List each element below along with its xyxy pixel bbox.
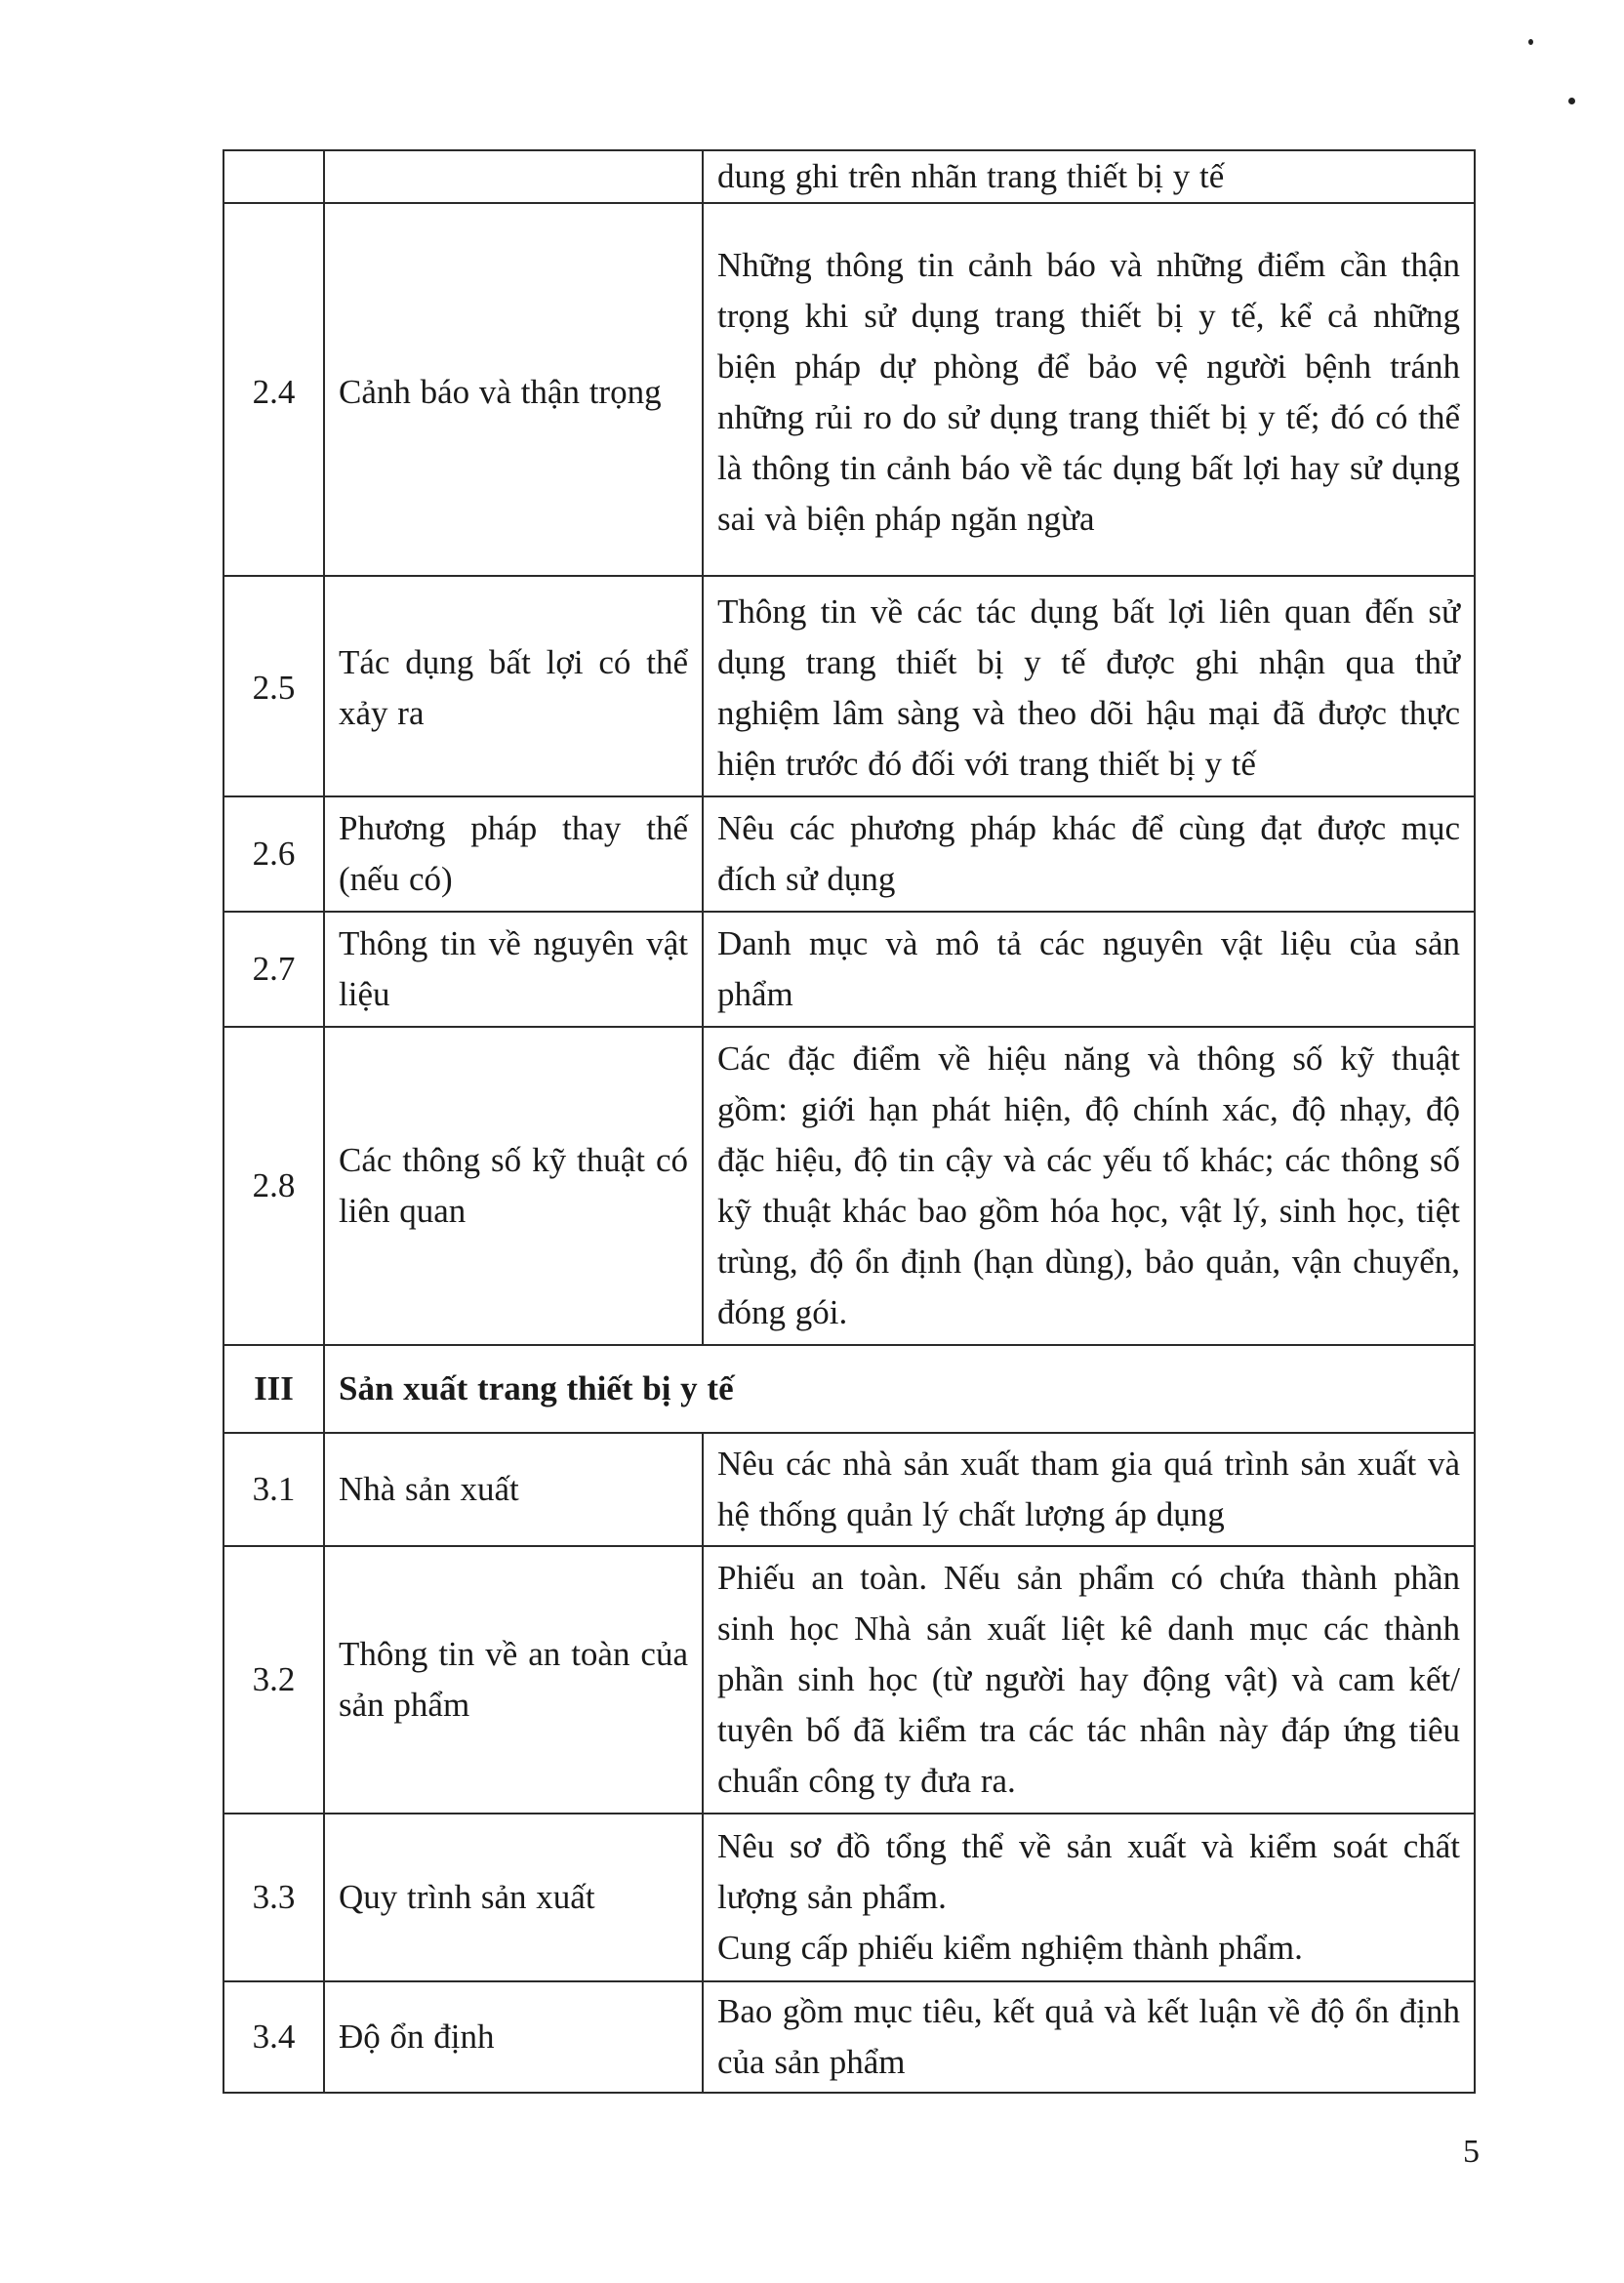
table-row	[223, 1027, 1475, 1345]
row-number	[223, 150, 324, 203]
row-number: 3.2	[223, 1546, 324, 1814]
row-number: 3.1	[223, 1433, 324, 1546]
row-label: Tác dụng bất lợi có thể xảy ra	[324, 576, 703, 796]
row-description: Thông tin về các tác dụng bất lợi liên quan đến sử dụng trang thiết bị y tế được ghi nhận qua thử nghiệm lâm sàng và theo dõi hậu mại đã được thực hiện trước đó đối với trang thiết bị y tế	[703, 576, 1475, 796]
row-number: 3.4	[223, 1981, 324, 2093]
section-header-row	[223, 1345, 1475, 1433]
row-description: Nêu các phương pháp khác để cùng đạt được mục đích sử dụng	[703, 796, 1475, 912]
row-label: Cảnh báo và thận trọng	[324, 203, 703, 576]
row-description-line: Nêu sơ đồ tổng thể về sản xuất và kiểm soát chất lượng sản phẩm.	[717, 1827, 1460, 1916]
row-label: Các thông số kỹ thuật có liên quan	[324, 1027, 703, 1345]
row-description: Bao gồm mục tiêu, kết quả và kết luận về độ ổn định của sản phẩm	[703, 1981, 1475, 2093]
table-row	[223, 203, 1475, 576]
row-description: Phiếu an toàn. Nếu sản phẩm có chứa thành phần sinh học Nhà sản xuất liệt kê danh mục các thành phần sinh học (từ người hay động vật) và cam kết/ tuyên bố đã kiểm tra các tác nhân này đáp ứng tiêu chuẩn công ty đưa ra.	[703, 1546, 1475, 1814]
row-label: Quy trình sản xuất	[324, 1814, 703, 1981]
table-row	[223, 1433, 1475, 1546]
page-number: 5	[1463, 2134, 1480, 2170]
row-label: Độ ổn định	[324, 1981, 703, 2093]
scan-speck	[1568, 98, 1575, 104]
section-number: III	[223, 1345, 324, 1433]
table-row	[223, 1814, 1475, 1981]
row-number: 2.8	[223, 1027, 324, 1345]
row-number: 2.6	[223, 796, 324, 912]
row-label: Phương pháp thay thế (nếu có)	[324, 796, 703, 912]
row-description: Những thông tin cảnh báo và những điểm cần thận trọng khi sử dụng trang thiết bị y tế, kể cả những biện pháp dự phòng để bảo vệ người bệnh tránh những rủi ro do sử dụng trang thiết bị y tế; đó có thể là thông tin cảnh báo về tác dụng bất lợi hay sử dụng sai và biện pháp ngăn ngừa	[703, 203, 1475, 576]
section-title: Sản xuất trang thiết bị y tế	[324, 1345, 1475, 1433]
row-description: Nêu các nhà sản xuất tham gia quá trình sản xuất và hệ thống quản lý chất lượng áp dụng	[703, 1433, 1475, 1546]
row-description	[703, 1814, 1475, 1981]
table-row	[223, 912, 1475, 1027]
row-description: dung ghi trên nhãn trang thiết bị y tế	[703, 150, 1475, 203]
table-row	[223, 796, 1475, 912]
row-label: Thông tin về an toàn của sản phẩm	[324, 1546, 703, 1814]
table-row	[223, 576, 1475, 796]
row-number: 2.4	[223, 203, 324, 576]
row-description-line: Cung cấp phiếu kiểm nghiệm thành phẩm.	[717, 1929, 1303, 1967]
row-description: Danh mục và mô tả các nguyên vật liệu của sản phẩm	[703, 912, 1475, 1027]
scan-speck	[1528, 39, 1533, 45]
table-row	[223, 1546, 1475, 1814]
row-label: Nhà sản xuất	[324, 1433, 703, 1546]
table-row	[223, 150, 1475, 203]
row-label: Thông tin về nguyên vật liệu	[324, 912, 703, 1027]
row-description: Các đặc điểm về hiệu năng và thông số kỹ thuật gồm: giới hạn phát hiện, độ chính xác, độ nhạy, độ đặc hiệu, độ tin cậy và các yếu tố khác; các thông số kỹ thuật khác bao gồm hóa học, vật lý, sinh học, tiệt trùng, độ ổn định (hạn dùng), bảo quản, vận chuyển, đóng gói.	[703, 1027, 1475, 1345]
row-label	[324, 150, 703, 203]
table-row	[223, 1981, 1475, 2093]
document-table	[223, 149, 1476, 2094]
row-number: 2.5	[223, 576, 324, 796]
row-number: 2.7	[223, 912, 324, 1027]
row-number: 3.3	[223, 1814, 324, 1981]
